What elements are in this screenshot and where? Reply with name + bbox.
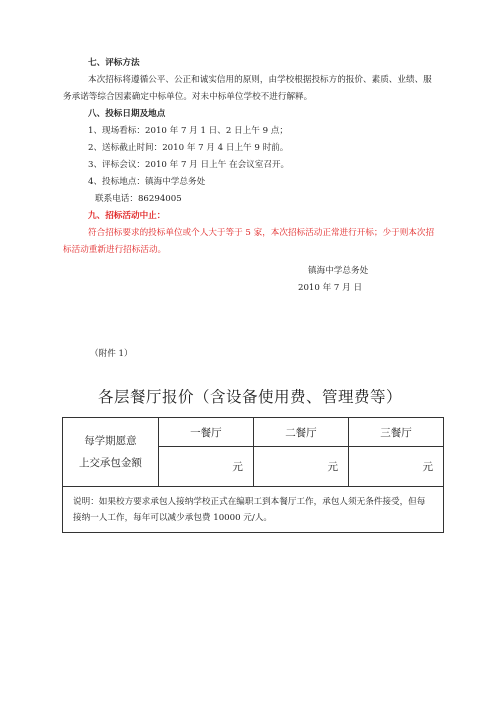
section-8-item-1: 1、现场看标：2010 年 7 月 1 日、2 日上午 9 点； — [88, 126, 288, 136]
signature-date: 2010 年 7 月 日 — [298, 283, 363, 293]
row-label-line2: 上交承包金额 — [78, 457, 142, 469]
signature-org: 镇海中学总务处 — [308, 266, 369, 276]
quote-title: 各层餐厅报价（含设备使用费、管理费等） — [97, 388, 402, 406]
section-9-heading: 九、招标活动中止： — [88, 211, 166, 221]
section-8-heading: 八、投标日期及地点 — [88, 109, 166, 119]
section-9-text-line1: 符合招标要求的投标单位或个人大于等于 5 家，本次招标活动正常进行开标；少于则本次招 — [88, 228, 435, 238]
section-9-text-line2: 标活动重新进行招标活动。 — [63, 245, 167, 255]
section-7-heading: 七、评标方法 — [88, 58, 140, 68]
section-7-text-line2: 务承诺等综合因素确定中标单位。对未中标单位学校不进行解释。 — [63, 92, 313, 102]
column-header-1: 一餐厅 — [158, 418, 253, 447]
amount-cell-3[interactable]: 元 — [348, 447, 443, 487]
row-label-line1: 每学期愿意 — [84, 435, 137, 447]
quote-table — [62, 417, 444, 533]
section-8-item-3: 3、评标会议：2010 年 7 月 日上午 在会议室召开。 — [88, 160, 290, 170]
section-7-text-line1: 本次招标将遵循公平、公正和诚实信用的原则，由学校根据投标方的报价、素质、业绩、服 — [88, 75, 432, 85]
column-header-2: 二餐厅 — [253, 418, 348, 447]
section-8-contact: 联系电话：86294005 — [95, 194, 182, 204]
amount-cell-2[interactable]: 元 — [253, 447, 348, 487]
attachment-label: （附件 1） — [90, 349, 133, 359]
amount-cell-1[interactable]: 元 — [158, 447, 253, 487]
section-8-item-4: 4、投标地点：镇海中学总务处 — [88, 177, 206, 187]
column-header-3: 三餐厅 — [348, 418, 443, 447]
section-8-item-2: 2、送标截止时间：2010 年 7 月 4 日上午 9 时前。 — [88, 143, 289, 153]
row-label-cell — [63, 418, 159, 487]
table-note: 说明：如果校方要求承包人接纳学校正式在编职工到本餐厅工作，承包人须无条件接受，但每接纳一人工作，每年可以减少承包费 10000 元/人。 — [63, 487, 444, 533]
